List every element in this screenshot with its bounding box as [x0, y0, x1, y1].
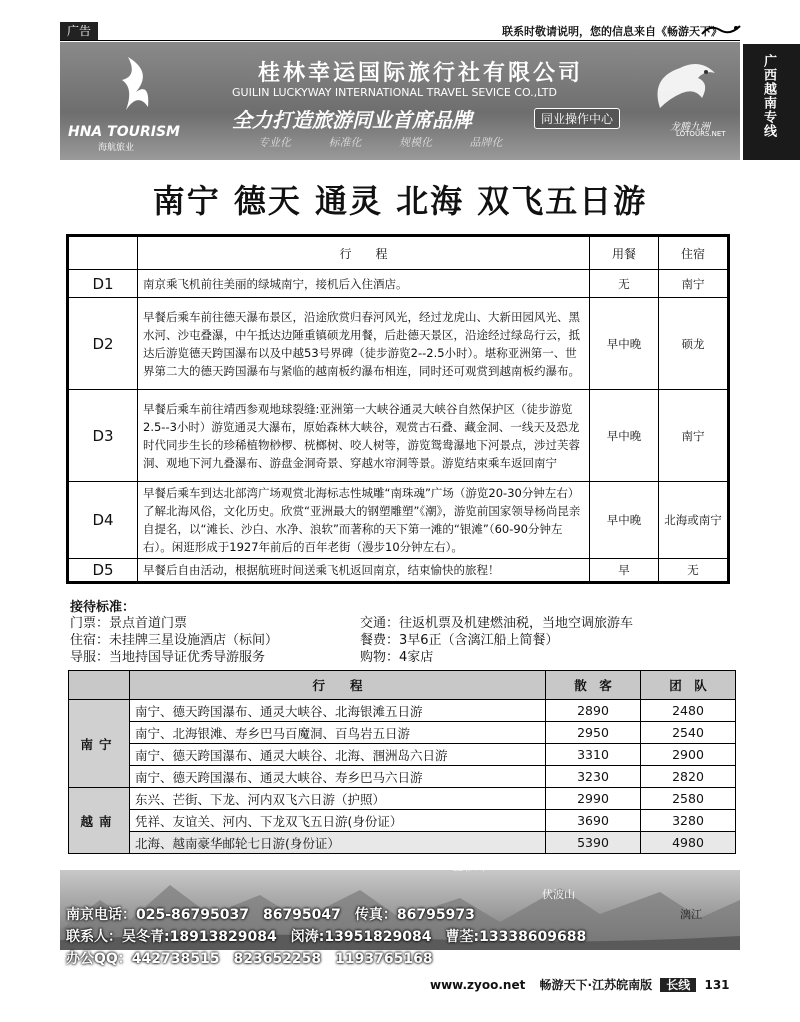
day-meal: 早中晚	[590, 390, 659, 482]
standard-item: 餐费：3早6正（含漓江船上简餐）	[360, 633, 559, 648]
day-stay: 硕龙	[659, 298, 728, 390]
itinerary-table	[68, 236, 728, 582]
keyword: 品牌化	[469, 136, 503, 149]
price-row	[69, 722, 736, 744]
slogan: 全力打造旅游同业首席品牌	[232, 108, 472, 132]
standard-item: 门票：景点首道门票	[70, 616, 188, 631]
hna-brand: HNA TOURISM	[68, 124, 180, 140]
footer	[430, 976, 730, 993]
day-label: D1	[69, 270, 138, 298]
price-retail: 2890	[546, 700, 641, 722]
price-group: 2900	[641, 744, 736, 766]
region-label: 越南	[69, 788, 130, 854]
price-retail: 3310	[546, 744, 641, 766]
day-stay: 南宁	[659, 270, 728, 298]
standard-item: 交通：往返机票及机建燃油税，当地空调旅游车	[360, 616, 634, 631]
dragon-url: LOTOURS.NET	[676, 130, 726, 138]
itinerary-header-row	[69, 237, 728, 270]
day-stay: 南宁	[659, 390, 728, 482]
itinerary-row	[69, 390, 728, 482]
header-group: 团 队	[641, 671, 736, 700]
price-route: 东兴、芒街、下龙、河内双飞六日游（护照）	[130, 788, 546, 810]
day-stay: 无	[659, 559, 728, 582]
itinerary-row	[69, 270, 728, 298]
scene-label: 漓江	[680, 908, 702, 921]
price-row	[69, 788, 736, 810]
price-route: 北海、越南豪华邮轮七日游(身份证）	[130, 832, 546, 854]
price-row	[69, 700, 736, 722]
header-route: 行 程	[130, 671, 546, 700]
region-label: 南宁	[69, 700, 130, 788]
price-group: 2480	[641, 700, 736, 722]
footer-publication: 畅游天下·江苏皖南版	[539, 978, 653, 992]
dragon-logo-icon	[640, 48, 730, 118]
side-tab-label: 广西越南专线	[761, 54, 776, 138]
header-route: 行 程	[138, 237, 590, 270]
price-retail: 3230	[546, 766, 641, 788]
price-route: 南宁、德天跨国瀑布、通灵大峡谷、寿乡巴马六日游	[130, 766, 546, 788]
price-group: 4980	[641, 832, 736, 854]
header-region	[69, 671, 130, 700]
price-route: 南宁、北海银滩、寿乡巴马百魔洞、百鸟岩五日游	[130, 722, 546, 744]
standard-item: 导服：当地持国导证优秀导游服务	[70, 650, 266, 665]
price-retail: 5390	[546, 832, 641, 854]
itinerary-row	[69, 298, 728, 390]
day-meal: 无	[590, 270, 659, 298]
price-row	[69, 744, 736, 766]
day-meal: 早	[590, 559, 659, 582]
header-stay: 住宿	[659, 237, 728, 270]
page-number: 131	[704, 978, 730, 992]
price-route: 南宁、德天跨国瀑布、通灵大峡谷、北海、涠洲岛六日游	[130, 744, 546, 766]
day-meal: 早中晚	[590, 482, 659, 559]
price-route: 凭祥、友谊关、河内、下龙双飞五日游(身份证）	[130, 810, 546, 832]
keyword: 标准化	[328, 136, 362, 149]
itinerary-row	[69, 559, 728, 582]
footer-site[interactable]: www.zyoo.net	[430, 978, 526, 992]
day-desc: 早餐后自由活动，根据航班时间送乘飞机返回南京，结束愉快的旅程！	[138, 559, 590, 582]
contact-phone: 南京电话：025-86795037 86795047 传真：86795973	[66, 907, 475, 923]
page-title: 南宁 德天 通灵 北海 双飞五日游	[152, 182, 648, 220]
contact-qq: 办公QQ：442738515 823652258 1193765168	[66, 951, 433, 967]
standard-item: 购物：4家店	[360, 650, 434, 665]
day-label: D2	[69, 298, 138, 390]
header-retail: 散 客	[546, 671, 641, 700]
company-name-cn: 桂林幸运国际旅行社有限公司	[258, 61, 584, 86]
price-row	[69, 832, 736, 854]
header-meal: 用餐	[590, 237, 659, 270]
price-retail: 2950	[546, 722, 641, 744]
header-day	[69, 237, 138, 270]
standard-item: 住宿：未挂牌三星设施酒店（标间）	[70, 633, 279, 648]
day-label: D5	[69, 559, 138, 582]
day-desc: 南京乘飞机前往美丽的绿城南宁，接机后入住酒店。	[138, 270, 590, 298]
price-group: 2820	[641, 766, 736, 788]
price-header-row	[69, 671, 736, 700]
magazine-logo-icon	[700, 22, 742, 38]
day-label: D3	[69, 390, 138, 482]
day-desc: 早餐后乘车前往德天瀑布景区，沿途欣赏归春河风光，经过龙虎山、大新田园风光、黑水河、沙屯叠瀑，中午抵达边陲重镇硕龙用餐，后赴德天景区，沿途经过绿岛行云，抵达后游览德天跨国瀑布以及中越53号界碑（徒步游览2--2.5小时）。堪称亚洲第一、世界第二大的德天跨国瀑布与紧临的越南板约瀑布相连，同时还可观赏到越南板约瀑布。	[138, 298, 590, 390]
keyword: 规模化	[399, 136, 432, 149]
day-stay: 北海或南宁	[659, 482, 728, 559]
banner-keywords	[258, 134, 537, 150]
standards-title: 接待标准：	[70, 600, 136, 615]
company-name-en: GUILIN LUCKYWAY INTERNATIONAL TRAVEL SEVICE CO.,LTD	[232, 86, 557, 99]
day-meal: 早中晚	[590, 298, 659, 390]
source-note: 联系时敬请说明，您的信息来自《畅游天下》	[502, 25, 722, 38]
scene-label: 叠彩山	[452, 860, 485, 873]
price-table	[68, 670, 736, 854]
dragon-brand: 龙腾九洲	[670, 122, 710, 133]
price-row	[69, 810, 736, 832]
ad-tag: 广告	[60, 22, 98, 40]
scene-label: 伏波山	[542, 888, 575, 901]
footer-tag: 长线	[660, 978, 696, 992]
day-desc: 早餐后乘车到达北部湾广场观赏北海标志性城雕“南珠魂”广场（游览20-30分钟左右）了解北海风俗，文化历史。欣赏“亚洲最大的钢塑雕塑”《潮》，游览前国家领导杨尚昆亲自提名，以“滩长、沙白、水净、浪软”而著称的天下第一滩的“银滩”（60-90分钟左右）。闲逛形成于1927年前后的百年老街（漫步10分钟左右）。	[138, 482, 590, 559]
price-group: 2540	[641, 722, 736, 744]
price-row	[69, 766, 736, 788]
magazine-logo	[700, 22, 742, 38]
day-desc: 早餐后乘车前往靖西参观地球裂缝:亚洲第一大峡谷通灵大峡谷自然保护区（徒步游览2.5--3小时）游览通灵大瀑布，原始森林大峡谷，观赏古石叠、藏金洞、一线天及恐龙时代同步生长的珍稀植物桫椤、桄榔树、咬人树等，游览鸳鸯瀑地下河景点，涉过芙蓉洞、观地下河九叠瀑布、游盘金洞奇景、穿越水帘洞等景。游览结束乘车返回南宁	[138, 390, 590, 482]
keyword: 专业化	[258, 136, 291, 149]
price-group: 2580	[641, 788, 736, 810]
price-retail: 2990	[546, 788, 641, 810]
contact-people: 联系人：吴冬青:18913829084 闵涛:13951829084 曹荃:13338609688	[66, 929, 587, 945]
day-label: D4	[69, 482, 138, 559]
price-group: 3280	[641, 810, 736, 832]
hna-wing-icon	[98, 52, 168, 122]
hna-sub: 海航旅业	[98, 143, 135, 153]
itinerary-row	[69, 482, 728, 559]
side-tab	[743, 44, 800, 160]
price-retail: 3690	[546, 810, 641, 832]
slogan-tag: 同业操作中心	[534, 108, 620, 129]
price-route: 南宁、德天跨国瀑布、通灵大峡谷、北海银滩五日游	[130, 700, 546, 722]
